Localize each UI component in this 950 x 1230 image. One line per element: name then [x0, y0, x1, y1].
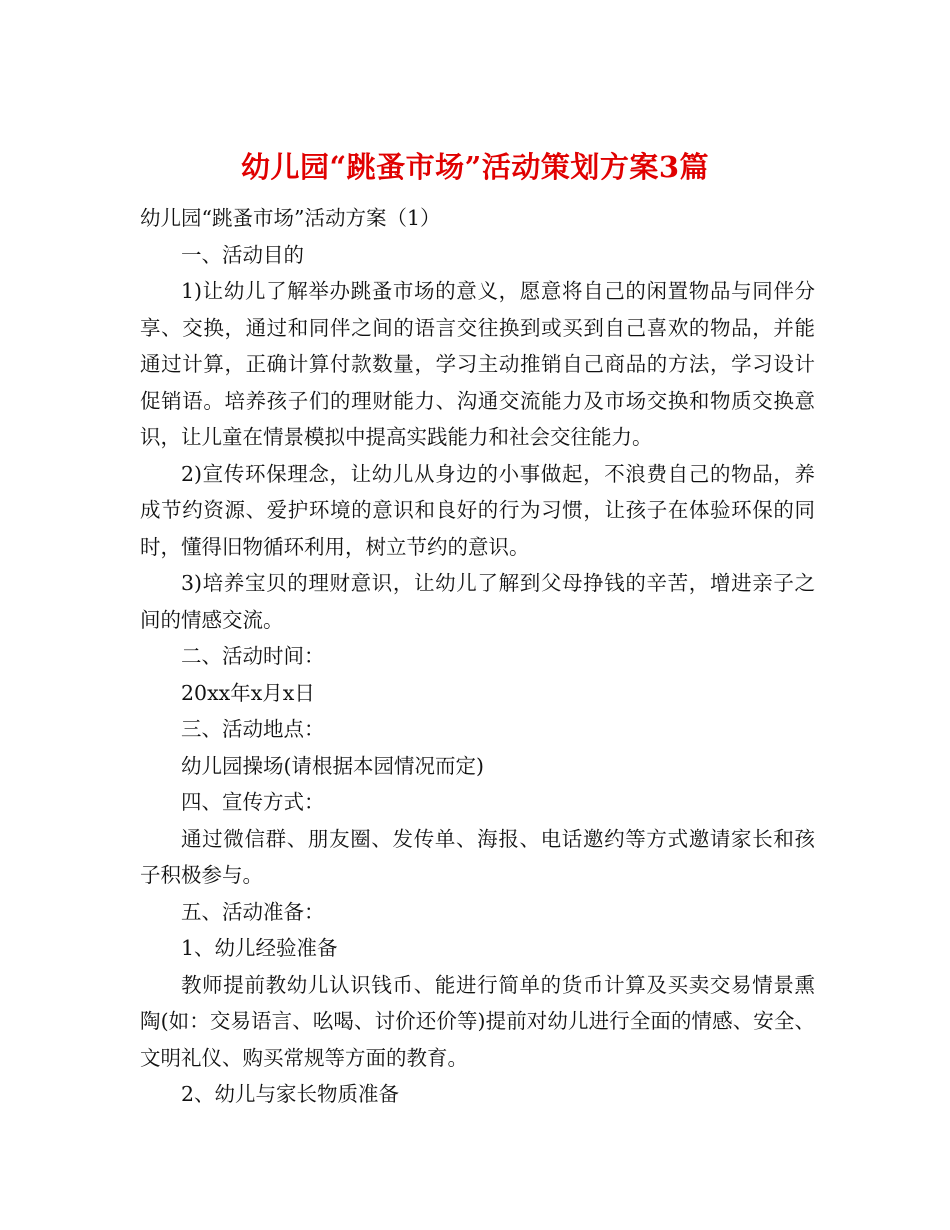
paragraph: 幼儿园“跳蚤市场”活动方案（1） — [140, 206, 441, 230]
paragraph: 二、活动时间： — [181, 644, 325, 668]
paragraph: 教师提前教幼儿认识钱币、能进行简单的货币计算及买卖交易情景熏陶(如：交易语言、吆喝、讨价还价等)提前对幼儿进行全面的情感、安全、文明礼仪、购买常规等方面的教育。 — [140, 972, 815, 1070]
paragraph: 三、活动地点： — [181, 717, 325, 741]
paragraph: 一、活动目的 — [181, 242, 304, 267]
paragraph: 1、幼儿经验准备 — [181, 936, 338, 960]
paragraph: 四、宣传方式： — [181, 790, 325, 814]
document-body — [140, 200, 815, 1113]
paragraph: 幼儿园操场(请根据本园情况而定) — [181, 753, 484, 778]
paragraph: 2)宣传环保理念，让幼儿从身边的小事做起，不浪费自己的物品，养成节约资源、爱护环境的意识和良好的行为习惯，让孩子在体验环保的同时，懂得旧物循环利用，树立节约的意识。 — [140, 461, 815, 559]
paragraph: 通过微信群、朋友圈、发传单、海报、电话邀约等方式邀请家长和孩子积极参与。 — [140, 826, 815, 887]
paragraph: 20xx年x月x日 — [181, 680, 315, 705]
paragraph: 五、活动准备： — [181, 899, 325, 924]
paragraph: 1)让幼儿了解举办跳蚤市场的意义，愿意将自己的闲置物品与同伴分享、交换，通过和同伴之间的语言交往换到或买到自己喜欢的物品，并能通过计算，正确计算付款数量，学习主动推销自己商品的方法，学习设计促销语。培养孩子们的理财能力、沟通交流能力及市场交换和物质交换意识，让儿童在情景模拟中提高实践能力和社会交往能力。 — [140, 279, 815, 449]
paragraph: 3)培养宝贝的理财意识，让幼儿了解到父母挣钱的辛苦，增进亲子之间的情感交流。 — [140, 571, 815, 632]
document-title: 幼儿园“跳蚤市场”活动策划方案3篇 — [240, 150, 710, 185]
paragraph: 2、幼儿与家长物质准备 — [181, 1082, 400, 1106]
